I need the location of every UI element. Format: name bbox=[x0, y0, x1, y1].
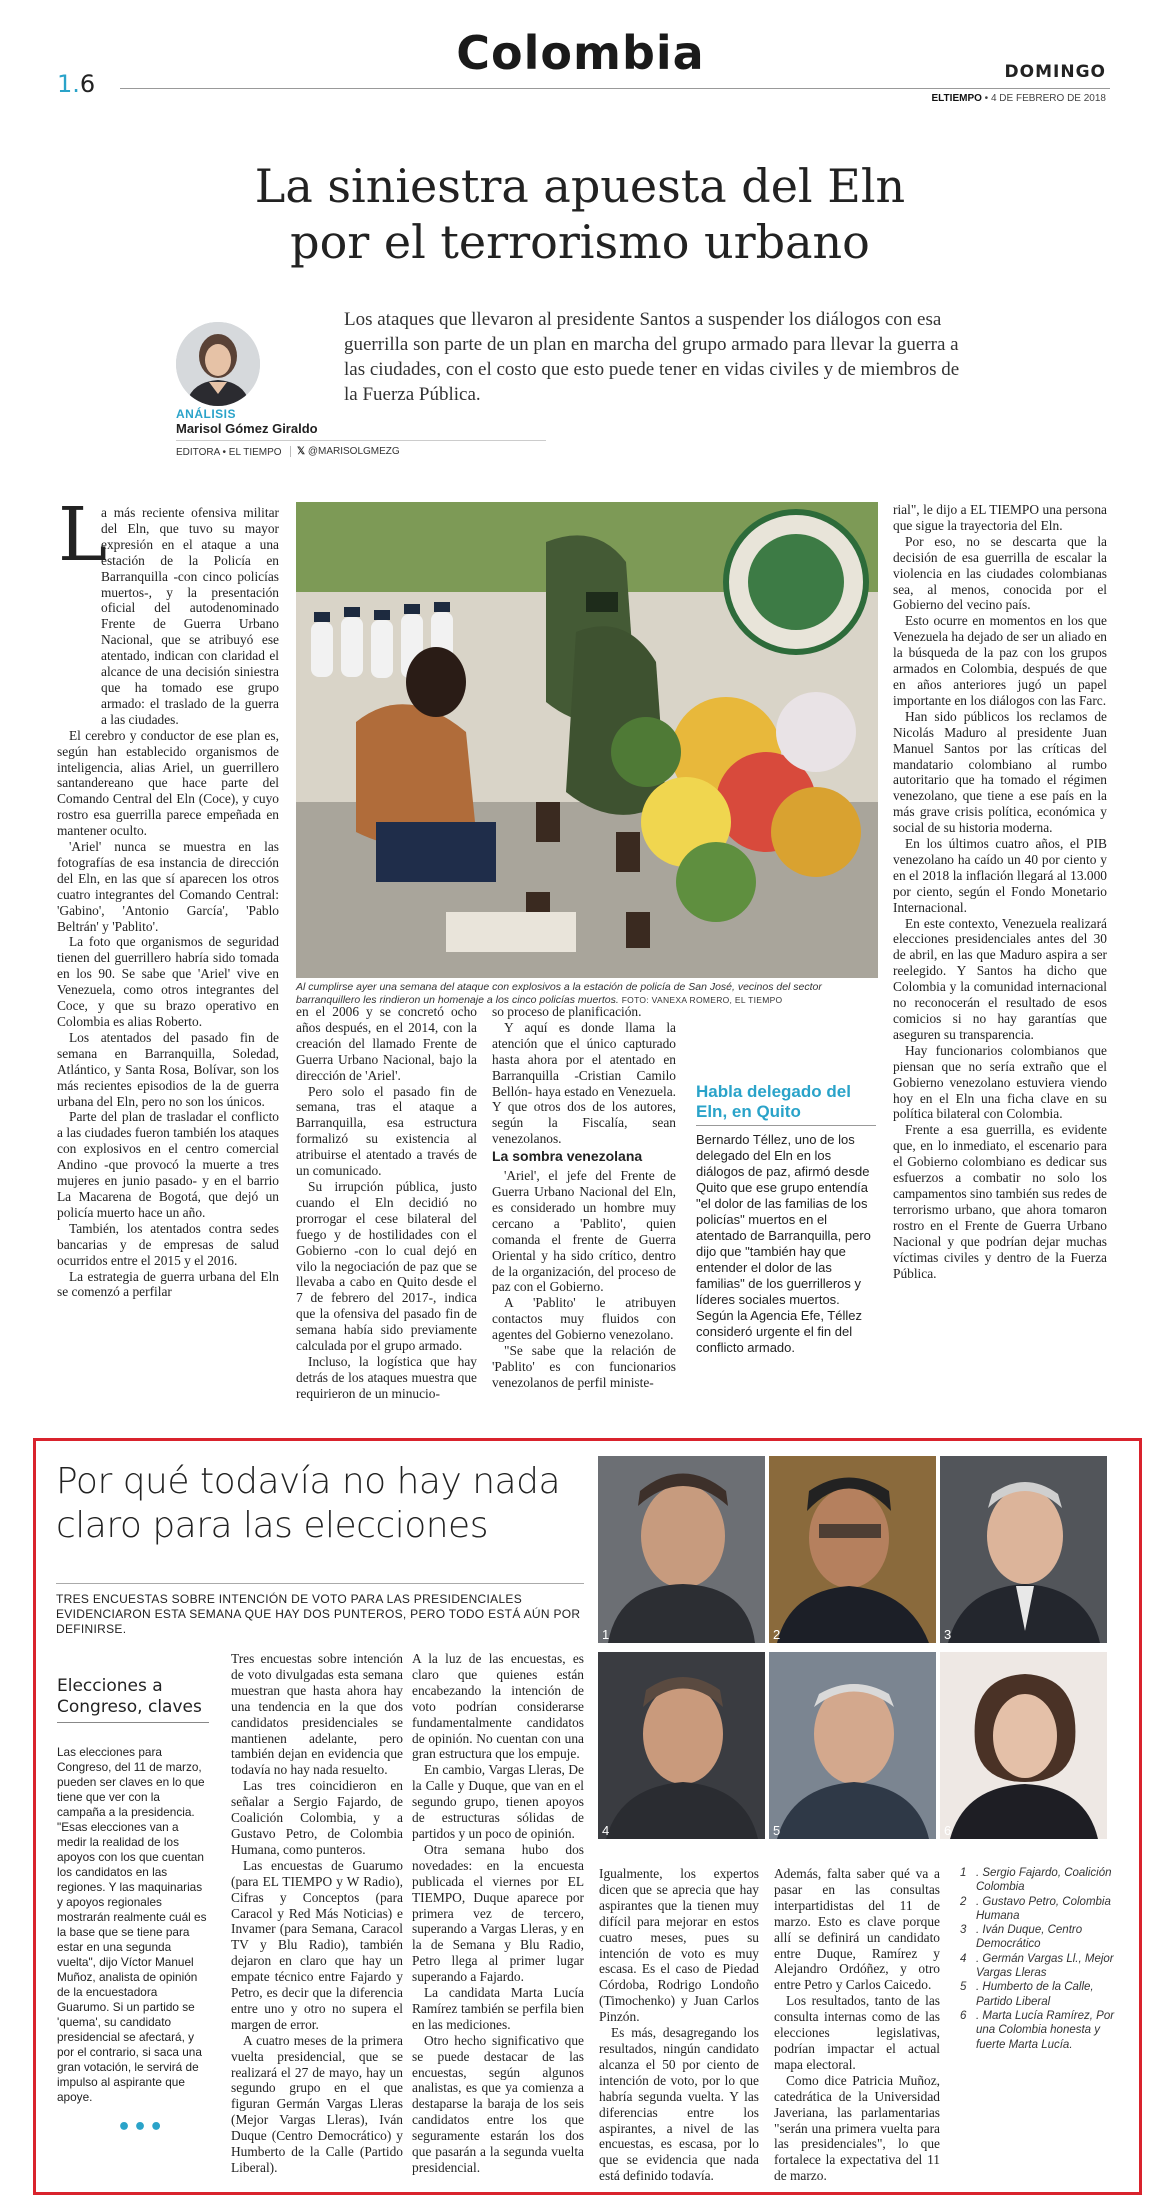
candidate-photo-2: 2 bbox=[769, 1456, 936, 1643]
elections-rule bbox=[56, 1583, 584, 1584]
paragraph: El cerebro y conductor de ese plan es, según han establecido organismos de inteligencia, alias Ariel, un guerrillero santandereano que hace parte del Comando Central del Eln (Coce), y cuyo rostro esa guerrilla parece empeñada en mantener oculto. bbox=[57, 727, 279, 839]
congress-box-rule bbox=[57, 1722, 209, 1723]
twitter-icon: 𝕏 bbox=[297, 446, 306, 457]
elections-subtitle: TRES ENCUESTAS SOBRE INTENCIÓN DE VOTO PARA LAS PRESIDENCIALES EVIDENCIARON ESTA SEMANA QUE HAY DOS PUNTEROS, PERO TODO ESTÁ AÚN POR DEFINIRSE. bbox=[56, 1592, 581, 1636]
paragraph: Han sido públicos los reclamos de Nicolás Maduro al presidente Juan Manuel Santos por las críticas del mandatario colombiano al rumbo autoritario que ha tomado el régimen venezolano, que tiene a ese país en la más grave crisis política, económica y social de su historia moderna. bbox=[893, 708, 1107, 836]
elections-column-2 bbox=[412, 1651, 584, 2176]
paragraph: Las encuestas de Guarumo (para EL TIEMPO y W Radio), Cifras y Conceptos (para Caracol y Red Más Noticias) e Invamer (para Semana, Caracol TV y Blu Radio), también dejaron en claro que hay un empate técnico entre Fajardo y Petro, es decir que la diferencia entre uno y otro no supera el margen de error. bbox=[231, 1857, 403, 2032]
candidate-photo-4: 4 bbox=[598, 1652, 765, 1839]
paragraph: Tres encuestas sobre intención de voto divulgadas esta semana muestran que hasta ahora hay una tendencia en la que dos candidatos presidenciales se mantienen adelante, pero también dejan en evidencia que todavía no hay nada resuelto. bbox=[231, 1651, 403, 1778]
paragraph: En cambio, Vargas Lleras, De la Calle y Duque, que van en el segundo grupo, tienen apoyos de estructuras sólidas de partidos y un poco de opinión. bbox=[412, 1762, 584, 1841]
paragraph: 'Ariel' nunca se muestra en las fotografías de esa instancia de dirección del Eln, en las que sí aparecen los otros cuatro integrantes del Comando Central: 'Gabino', 'Antonio García', 'Pablo Beltrán' y 'Pablito'. bbox=[57, 839, 279, 934]
article-column-1 bbox=[57, 505, 279, 1300]
article-lead: Los ataques que llevaron al presidente Santos a suspender los diálogos con esa guerrilla son parte de un plan en marcha del grupo armado para llevar la guerra a las ciudades, con el costo que esto puede tener en vidas civiles y de miembros de la Fuerza Pública. bbox=[344, 309, 960, 405]
paragraph: En este contexto, Venezuela realizará elecciones presidenciales antes del 30 de abril, en las que Maduro aspira a ser reelegido. Y Santos ha dicho que Colombia y la comunidad internacional no reconocerán el resultado de esos comicios si no hay garantías que aseguren su transparencia. bbox=[893, 915, 1107, 1042]
paragraph: En los últimos cuatro años, el PIB venezolano ha caído un 40 por ciento y en el 2018 la inflación llegará al 13.000 por ciento, según el Fondo Monetario Internacional. bbox=[893, 836, 1107, 915]
paragraph: en el 2006 y se concretó ocho años después, en el 2014, con la creación del llamado Frente de Guerra Urbano Nacional, bajo la dirección de 'Ariel'. bbox=[296, 1004, 477, 1083]
paragraph: Incluso, la logística que hay detrás de los ataques muestra que requirieron de un minucio- bbox=[296, 1353, 477, 1401]
article-column-3 bbox=[492, 1004, 676, 1391]
paragraph: Y aquí es donde llama la atención que el único capturado hasta ahora por el atentado en Barranquilla -Cristian Camilo Bellón- haya estado en Venezuela. Y que otros dos de los autores, según la Fiscalía, sean venezolanos. bbox=[492, 1019, 676, 1147]
weekday: DOMINGO bbox=[1004, 62, 1106, 82]
paragraph: La candidata Marta Lucía Ramírez también se perfila bien en las mediciones. bbox=[412, 1985, 584, 2032]
paragraph: Esto ocurre en momentos en los que Venezuela ha dejado de ser un aliado en la búsqueda de la paz con los grupos armados en Colombia, después de que en años anteriores jugó un papel importante en los diálogos con las Farc. bbox=[893, 613, 1107, 708]
paragraph: rial", le dijo a EL TIEMPO una persona que sigue la trayectoria del Eln. bbox=[893, 502, 1107, 533]
elections-headline: Por qué todavía no hay nada claro para las elecciones bbox=[56, 1461, 561, 1546]
legend-item: 6 . Marta Lucía Ramírez, Por una Colombia honesta y fuerte Marta Lucía. bbox=[960, 2009, 1115, 2051]
article-headline: La siniestra apuesta del Eln por el terrorismo urbano bbox=[254, 159, 906, 269]
paragraph: Las tres coincidieron en señalar a Sergio Fajardo, de Coalición Colombia, y a Gustavo Petro, de Colombia Humana, como punteros. bbox=[231, 1778, 403, 1857]
paragraph: Los resultados, tanto de las consulta internas como de las elecciones legislativas, podrían impactar el actual mapa electoral. bbox=[774, 1993, 940, 2072]
article-photo bbox=[296, 502, 878, 978]
congress-box-text: Las elecciones para Congreso, del 11 de marzo, pueden ser claves en lo que tiene que ver con la campaña a la presidencia. "Esas elecciones van a medir la realidad de los apoyos con los que cuentan los candidatos en las regiones. Y las maquinarias y apoyos regionales mostrarán realmente cuál es la base que se tiene para estar en una segunda vuelta", dijo Víctor Manuel Muñoz, analista de opinión de la encuestadora Guarumo. Si un partido se 'quema', su candidato presidencial se afectará, y por el contrario, si saca una gran votación, le servirá de impulso al aspirante que apoye. bbox=[57, 1745, 207, 2104]
paragraph: Igualmente, los expertos dicen que se aprecia que hay aspirantes que la tienen muy difícil para mejorar en estos cuatro meses, pues su intención de voto es muy escasa. Es el caso de Piedad Córdoba, Rodrigo Londoño (Timochenko) y Juan Carlos Pinzón. bbox=[599, 1866, 759, 2025]
candidate-photo-5: 5 bbox=[769, 1652, 936, 1839]
elections-column-1 bbox=[231, 1651, 403, 2176]
masthead-rule bbox=[120, 88, 1110, 89]
paragraph: Como dice Patricia Muñoz, catedrática de la Universidad Javeriana, las parlamentarias "serán una primera vuelta para las presidenciales", lo que fortalece la expectativa del 11 de marzo. bbox=[774, 2072, 940, 2184]
paragraph: Parte del plan de trasladar el conflicto a las ciudades fueron también los ataques con explosivos en el centro comercial Andino -que provocó la muerte a tres mujeres en junio pasado- y en el barrio La Macarena de Bogotá, que dejó un policía muerto hace un año. bbox=[57, 1109, 279, 1220]
author-avatar bbox=[176, 322, 260, 406]
paragraph: La foto que organismos de seguridad tienen del guerrillero habría sido tomada en los 90. Se sabe que 'Ariel' vive en Venezuela, como otros integrantes del Coce, y que su brazo operativo en Colombia es alias Roberto. bbox=[57, 934, 279, 1029]
section-title: Colombia bbox=[456, 26, 705, 80]
dateline: ELTIEMPO • 4 DE FEBRERO DE 2018 bbox=[931, 93, 1106, 104]
page-number: 1.6 bbox=[57, 70, 96, 98]
paragraph: a más reciente ofensiva militar del Eln, que tuvo su mayor expresión en el ataque a una estación de la Policía en Barranquilla -con cinco policías muertos-, y la presentación oficial del autodenominado Frente de Guerra Urbano Nacional, que se atribuyó ese atentado, indican con claridad el alcance de una decisión siniestra que ha tomado ese grupo armado: el traslado de la guerra a las ciudades. bbox=[101, 505, 279, 727]
congress-box-title: Elecciones a Congreso, claves bbox=[57, 1676, 202, 1717]
paragraph: A la luz de las encuestas, es claro que quienes están encabezando la intención de voto podrían considerarse fundamentalmente candidatos de opinión. No cuentan con una gran estructura que los empuje. bbox=[412, 1651, 584, 1762]
author-divider bbox=[176, 440, 546, 441]
photo-caption: Al cumplirse ayer una semana del ataque con explosivos a la estación de policía de San José, vecinos del sector barranquillero les rindieron un homenaje a los cinco policías muertos. FOTO: VANEXA ROMERO, EL TIEMPO bbox=[296, 981, 822, 1006]
paragraph: Los atentados del pasado fin de semana en Barranquilla, Soledad, Atlántico, y Santa Rosa, Bolívar, son los más recientes episodios de la de guerra urbana del Eln, pero no son los únicos. bbox=[57, 1029, 279, 1109]
paragraph: Por eso, no se descarta que la decisión de esa guerrilla de escalar la violencia en las ciudades colombianas sea, al menos, conocida por el Gobierno del vecino país. bbox=[893, 533, 1107, 613]
paragraph: La estrategia de guerra urbana del Eln se comenzó a perfilar bbox=[57, 1268, 279, 1300]
paragraph: 'Ariel', el jefe del Frente de Guerra Urbano Nacional del Eln, es considerado un hombre muy cercano a 'Pablito', quien comanda el frente de Guerra Oriental y ha sido crítico, dentro de la organización, del proceso de paz con el Gobierno. bbox=[492, 1168, 676, 1295]
subheading: La sombra venezolana bbox=[492, 1148, 643, 1165]
paragraph: Otra semana hubo dos novedades: en la encuesta publicada el viernes por EL TIEMPO, Duque aparece por primera vez de tercero, superando a Vargas Lleras, y en la de Semana y Blu Radio, Petro llega al primer lugar superando a Fajardo. bbox=[412, 1841, 584, 1985]
legend-item: 4 . Germán Vargas Ll., Mejor Vargas Lleras bbox=[960, 1952, 1114, 1980]
elections-column-3 bbox=[599, 1866, 759, 2184]
candidate-photo-1: 1 bbox=[598, 1456, 765, 1643]
drop-cap: L bbox=[58, 492, 108, 578]
article-column-2 bbox=[296, 1004, 477, 1402]
legend-item: 2 . Gustavo Petro, Colombia Humana bbox=[960, 1895, 1111, 1922]
paragraph: A cuatro meses de la primera vuelta presidencial, que se realizará el 27 de mayo, hay un segundo grupo en el que figuran Germán Vargas Lleras (Mejor Vargas Lleras), Iván Duque (Centro Democrático) y Humberto de la Calle (Partido Liberal). bbox=[231, 2032, 403, 2175]
paragraph: Otro hecho significativo que se puede destacar de las encuestas, según algunos analistas, es que ya comienza a destaparse la baraja de los seis candidatos entre los que seguramente estarán los dos que pasarán a la segunda vuelta presidencial. bbox=[412, 2032, 584, 2175]
legend-item: 1 . Sergio Fajardo, Coalición Colombia bbox=[960, 1867, 1112, 1894]
masthead bbox=[0, 0, 1161, 104]
paragraph: "Se sabe que la relación de 'Pablito' es con funcionarios venezolanos de perfil ministe- bbox=[492, 1343, 676, 1390]
paragraph: A 'Pablito' le atribuyen contactos muy fluidos con agentes del Gobierno venezolano. bbox=[492, 1295, 676, 1343]
author-role: EDITORA • EL TIEMPO bbox=[176, 447, 282, 458]
paragraph: Además, falta saber qué va a pasar en las consultas interpartidistas del 11 de marzo. Esto es clave porque allí se definirá un candidato entre Duque, Ramírez y Alejandro Ordóñez, y otro entre Petro y Carlos Caicedo. bbox=[774, 1866, 940, 1993]
paragraph: Hay funcionarios colombianos que piensan que no sería extraño que el Gobierno venezolano estuviera viendo hoy en el Eln una ficha clave en su política bilateral con Colombia. bbox=[893, 1042, 1107, 1122]
paragraph: Es más, desagregando los resultados, ningún candidato alcanza el 50 por ciento de intención de voto, por lo que habría segunda vuelta. Y las diferencias entre los aspirantes, a nivel de las encuestas, es escasa, por lo que se evidencia que nada está definido todavía. bbox=[599, 2025, 759, 2184]
sidebar-box-title: Habla delegado del Eln, en Quito bbox=[696, 1082, 851, 1121]
photo-credit: FOTO: VANEXA ROMERO, EL TIEMPO bbox=[621, 995, 783, 1005]
candidates-legend bbox=[960, 1866, 1130, 2052]
more-dots: ••• bbox=[117, 2115, 166, 2140]
legend-item: 3 . Iván Duque, Centro Democrático bbox=[960, 1924, 1083, 1951]
candidate-photo-3: 3 bbox=[940, 1456, 1107, 1643]
paragraph: so proceso de planificación. bbox=[492, 1004, 642, 1019]
sidebar-box-rule bbox=[696, 1125, 876, 1126]
candidate-photo-6: 6 bbox=[940, 1652, 1107, 1839]
author-twitter[interactable]: 𝕏 @MARISOLGMEZG bbox=[290, 446, 400, 457]
paragraph: Pero solo el pasado fin de semana, tras el ataque a Barranquilla, esa estructura formalizó su existencia al atribuirse el atentado a través de un comunicado. bbox=[296, 1083, 477, 1179]
legend-item: 5 . Humberto de la Calle, Partido Liberal bbox=[960, 1981, 1094, 2008]
article-column-4 bbox=[893, 502, 1107, 1281]
elections-column-4 bbox=[774, 1866, 940, 2184]
paragraph: Frente a esa guerrilla, es evidente que, en lo inmediato, el escenario para el Gobierno colombiano es dedicar sus esfuerzos a combatir no solo los campamentos sino también sus redes de terrorismo urbano, que ahora tomaron rostro en el Frente de Guerra Urbano Nacional y que podrían dejar muchas víctimas civiles y dentro de la Fuerza Pública. bbox=[893, 1122, 1107, 1281]
paragraph: También, los atentados contra sedes bancarias y de empresas de salud ocurridos entre el 2015 y el 2016. bbox=[57, 1220, 279, 1268]
sidebar-box-text: Bernardo Téllez, uno de los delegado del Eln en los diálogos de paz, afirmó desde Quito que ese grupo entendía "el dolor de las familias de los policías" muertos en el atentado de Barranquilla, pero dijo que "también hay que entender el dolor de las familias" de los guerrilleros y líderes sociales muertos. Según la Agencia Efe, Téllez consideró urgente el fin del conflicto armado. bbox=[696, 1132, 871, 1355]
author-name: Marisol Gómez Giraldo bbox=[176, 421, 318, 436]
analysis-label: ANÁLISIS bbox=[176, 407, 237, 421]
paragraph: Su irrupción pública, justo cuando el Eln decidió no prorrogar el cese bilateral del fuego y de hostilidades con el Gobierno -con lo cual dejó en vilo la negociación de paz que se llevaba a cabo en Quito desde el 7 de febrero del 2017-, indica que la ofensiva del pasado fin de semana había sido previamente calculada por el grupo armado. bbox=[296, 1178, 477, 1354]
